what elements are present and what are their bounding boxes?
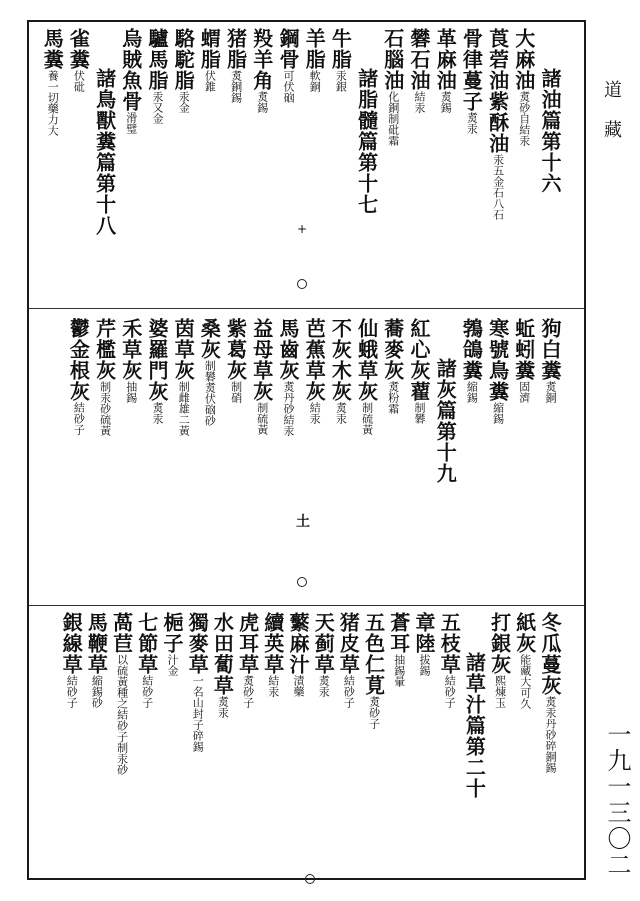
top-column [223,28,248,103]
bottom-column [235,612,260,708]
entry-note: 滑璧 [124,112,138,134]
entry-name: 冬瓜蔓灰 [538,612,562,696]
entry-name: 禾草灰 [118,318,143,381]
entry-note: 汞金 [177,91,191,113]
entry-name: 諸脂髓篇第十七 [354,68,379,215]
bottom-column [336,612,361,708]
top-column [278,28,298,103]
entry-note: 汞又金 [151,91,164,124]
entry-name: 鬱金根灰 [66,318,91,402]
middle-column [147,318,167,424]
entry-name: 諸草汁篇第二十 [462,652,487,799]
middle-column [511,318,536,403]
side-title: 道藏 [601,80,622,160]
entry-name: 續英草 [260,612,285,675]
entry-name: 桑灰 [197,318,222,360]
entry-note: 制硫黃 [360,402,374,435]
bottom-column [414,612,434,676]
middle-column [328,318,353,424]
top-column [409,28,429,113]
entry-note: 一名山封子碎錫 [191,675,205,752]
entry-note: 制硫黃 [255,402,269,435]
middle-column [380,318,405,414]
entry-name: 驢馬脂 [145,28,169,91]
entry-name: 諸灰篇第十九 [433,358,458,484]
bottom-column [540,612,560,773]
entry-note: 制礬 [413,402,426,424]
entry-note: 軟銅 [308,70,322,92]
circle-mark-top [297,279,307,289]
entry-note: 煑汞 [317,675,331,697]
middle-column [302,318,327,424]
entry-name: 馬鞭草 [84,612,109,675]
entry-name: 益母草灰 [249,318,274,402]
entry-name: 蕎麥灰 [380,318,405,381]
entry-name: 獨麥草 [185,612,210,675]
section-divider-bottom [29,605,584,606]
top-column [92,68,117,236]
entry-note: 煑粉霜 [386,381,400,414]
top-column [147,28,167,124]
entry-note: 制硝 [229,381,243,403]
entry-name: 梔子 [160,612,184,654]
entry-note: 伏錐 [203,70,217,92]
entry-note: 煑砂子 [367,696,381,729]
entry-name: 狗白糞 [538,318,562,381]
entry-name: 仙蛾草灰 [354,318,379,402]
entry-note: 化銅制砒霜 [386,91,400,146]
entry-note: 固濟 [517,381,531,403]
bottom-column [109,612,134,775]
entry-note: 制汞砂硫黃 [98,381,112,436]
entry-name: 萵苣 [109,612,134,654]
entry-note: 以硫黃種之結砂子制汞砂 [115,654,129,775]
top-column [485,28,510,220]
entry-name: 猪脂 [223,28,248,70]
entry-note: 伏砒 [72,70,86,92]
top-column [328,28,353,92]
entry-name: 打銀灰 [487,612,512,675]
entry-note: 結汞 [266,675,280,697]
entry-name: 鋼骨 [276,28,300,70]
entry-name: 天蓟草 [311,612,336,675]
entry-name: 茵草灰 [171,318,196,381]
entry-note: 汁金 [166,654,179,676]
entry-note: 縮錫砂 [90,675,104,708]
entry-name: 水田蔔草 [210,612,235,696]
entry-name: 羊脂 [302,28,327,70]
entry-note: 煑汞 [151,402,164,424]
middle-column [278,318,298,436]
entry-name: 羖羊角 [249,28,274,91]
entry-note: 能藏大可久 [518,654,532,709]
entry-name: 馬糞 [40,28,65,70]
top-column [118,28,143,134]
top-column [511,28,536,146]
middle-column [118,318,143,403]
bottom-column [512,612,537,709]
entry-note: 煑錫 [439,91,453,113]
middle-column [485,318,510,424]
bottom-column [84,612,109,708]
entry-name: 寒號鳥糞 [485,318,510,402]
bottom-column [361,612,386,729]
entry-note: 抽錫暈 [392,654,406,687]
entry-name: 牛脂 [328,28,353,70]
top-column [433,28,458,113]
entry-note: 制礬煑伏硇砂 [203,360,217,426]
entry-note: 煑銅錫 [229,70,243,103]
bottom-column [311,612,336,697]
entry-note: 抽錫 [124,381,138,403]
circle-mark-bottom [305,874,315,884]
middle-column [197,318,222,426]
entry-name: 銀線草 [59,612,84,675]
entry-note: 煑錫 [255,91,269,113]
entry-name: 蘩麻汁 [286,612,310,675]
entry-note: 煑丹砂結汞 [282,381,295,436]
bottom-column [437,612,462,708]
entry-name: 駱駝脂 [171,28,196,91]
entry-note: 養一切藥力大 [46,70,60,136]
entry-note: 結砂子 [65,675,79,708]
middle-column [92,318,117,436]
top-column [380,28,405,146]
bottom-column [462,652,487,799]
entry-name: 諸油篇第十六 [538,68,562,194]
entry-name: 紫葛灰 [223,318,248,381]
entry-note: 制雌雄二黃 [177,381,191,436]
entry-note: 縮錫 [491,402,505,424]
entry-note: 結砂子 [72,402,86,435]
middle-column [66,318,91,435]
entry-name: 芹檻灰 [92,318,117,381]
entry-name: 芭蕉草灰 [302,318,327,402]
page-number: 一九一三〇二 [603,722,631,878]
entry-note: 煑汞 [334,402,348,424]
top-column [540,68,560,194]
entry-name: 骨律蔓子 [459,28,484,112]
entry-note: 結砂子 [342,675,356,708]
entry-name: 婆羅門灰 [145,318,169,402]
entry-name: 雀糞 [66,28,91,70]
middle-column [409,318,429,424]
entry-note: 煑銅 [544,381,557,403]
entry-name: 馬齒灰 [276,318,300,381]
entry-note: 結汞 [413,91,426,113]
entry-note: 縮錫 [465,381,479,403]
entry-note: 熙煉玉 [493,675,507,708]
entry-note: 汞五金石八石 [491,154,505,220]
entry-name: 大麻油 [511,28,536,91]
top-column [40,28,65,136]
top-column [66,28,91,92]
top-column [459,28,484,134]
top-column [171,28,196,113]
bottom-column [185,612,210,752]
top-column [302,28,327,92]
top-column [197,28,222,92]
entry-name: 礬石油 [407,28,431,91]
entry-note: 結汞 [308,402,322,424]
entry-name: 不灰木灰 [328,318,353,402]
entry-name: 章陸 [412,612,436,654]
entry-name: 莨菪油紫酥油 [485,28,510,154]
entry-name: 紙灰 [512,612,537,654]
middle-column [354,318,379,435]
entry-note: 煑砂自結汞 [517,91,531,146]
entry-name: 七節草 [134,612,159,675]
entry-note: 汞銀 [334,70,348,92]
bottom-column [162,612,182,676]
middle-column [171,318,196,436]
entry-name: 紅心灰藋 [407,318,431,402]
entry-name: 蝟脂 [197,28,222,70]
middle-column [540,318,560,403]
middle-column [223,318,248,403]
entry-note: 可伏硇 [282,70,295,103]
entry-name: 鵓鴿糞 [459,318,484,381]
entry-name: 五枝草 [437,612,462,675]
bottom-column [260,612,285,697]
bottom-column [288,612,308,697]
entry-note: 結砂子 [140,675,154,708]
middle-column [433,358,458,484]
plus-mark: + [297,222,308,236]
entry-name: 猪皮草 [336,612,361,675]
bottom-column [210,612,235,718]
entry-note: 煑砂子 [241,675,255,708]
entry-name: 五色仁莧 [361,612,386,696]
entry-note: 煑汞丹砂碎銅錫 [544,696,557,773]
circle-mark-middle [297,577,307,587]
entry-name: 蒼耳 [386,612,411,654]
bottom-column [386,612,411,687]
entry-note: 煑汞 [216,696,230,718]
entry-name: 諸鳥獸糞篇第十八 [92,68,117,236]
top-column [249,28,274,113]
entry-name: 石腦油 [380,28,405,91]
bottom-column [487,612,512,708]
entry-name: 虎耳草 [235,612,260,675]
top-column [354,68,379,215]
middle-column [459,318,484,403]
entry-name: 革麻油 [433,28,458,91]
center-mark: 土 [296,514,310,530]
bottom-column [134,612,159,708]
entry-note: 煑汞 [465,112,479,134]
bottom-column [59,612,84,708]
entry-name: 蚯蚓糞 [511,318,536,381]
section-divider-top [29,308,584,309]
entry-note: 漬藥 [292,675,305,697]
entry-note: 拔錫 [418,654,431,676]
middle-column [249,318,274,435]
entry-note: 結砂子 [443,675,457,708]
entry-name: 烏賊魚骨 [118,28,143,112]
